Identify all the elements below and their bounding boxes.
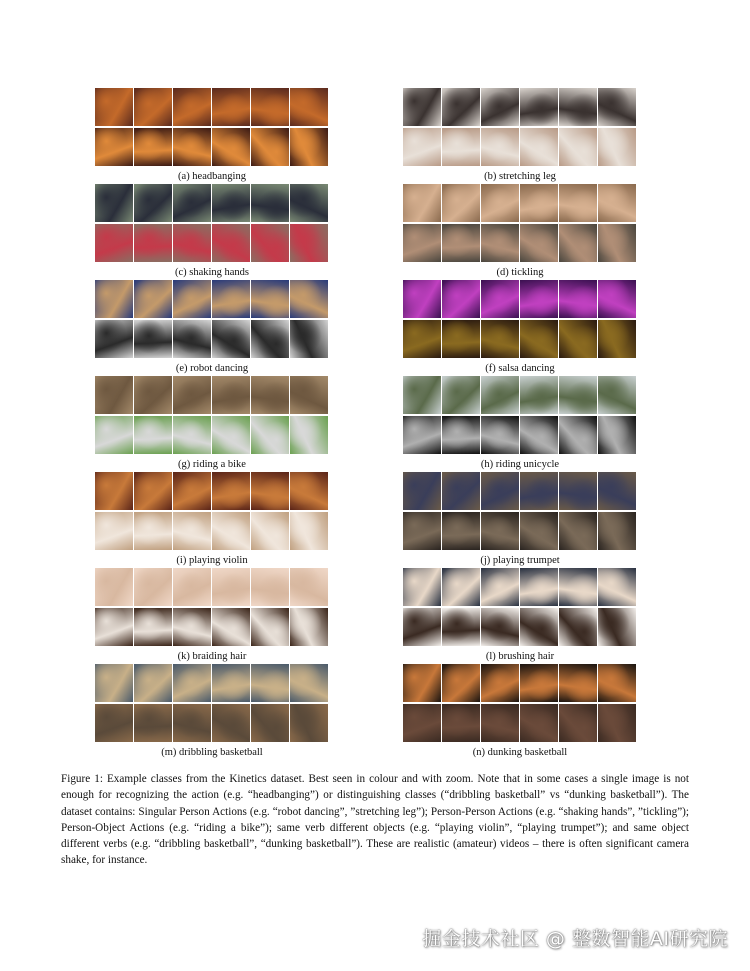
figure-panel [403, 280, 637, 374]
figure-panel [95, 280, 329, 374]
video-frame-thumbnail [173, 280, 211, 318]
video-frame-thumbnail [559, 416, 597, 454]
video-frame-thumbnail [134, 280, 172, 318]
video-frame-thumbnail [403, 512, 441, 550]
panel-caption: (k) braiding hair [177, 651, 247, 662]
video-frame-thumbnail [598, 184, 636, 222]
video-frame-thumbnail [442, 320, 480, 358]
video-frame-thumbnail [520, 416, 558, 454]
video-frame-thumbnail [598, 376, 636, 414]
video-frame-thumbnail [134, 224, 172, 262]
video-frame-thumbnail [481, 224, 519, 262]
video-frame-thumbnail [95, 608, 133, 646]
video-frame-thumbnail [251, 88, 289, 126]
video-frame-thumbnail [95, 512, 133, 550]
figure-panel [403, 664, 637, 758]
figure-panel [403, 88, 637, 182]
video-frame-thumbnail [212, 184, 250, 222]
video-frame-thumbnail [481, 88, 519, 126]
video-frame-thumbnail [251, 376, 289, 414]
video-frame-thumbnail [251, 320, 289, 358]
video-frame-thumbnail [598, 664, 636, 702]
figure-panel [403, 184, 637, 278]
video-frame-thumbnail [134, 568, 172, 606]
video-frame-thumbnail [520, 664, 558, 702]
video-frame-thumbnail [442, 376, 480, 414]
video-frame-thumbnail [520, 472, 558, 510]
video-frame-thumbnail [134, 704, 172, 742]
panel-caption: (g) riding a bike [178, 459, 246, 470]
video-frame-thumbnail [520, 184, 558, 222]
video-frame-thumbnail [173, 224, 211, 262]
video-frame-thumbnail [598, 608, 636, 646]
panel-caption: (l) brushing hair [485, 651, 555, 662]
video-frame-thumbnail [481, 568, 519, 606]
video-frame-thumbnail [251, 416, 289, 454]
video-frame-thumbnail [290, 664, 328, 702]
video-frame-thumbnail [598, 128, 636, 166]
video-frame-thumbnail [403, 88, 441, 126]
video-frame-thumbnail [290, 224, 328, 262]
panel-caption: (i) playing violin [176, 555, 248, 566]
video-frame-thumbnail [559, 224, 597, 262]
video-frame-thumbnail [251, 512, 289, 550]
frame-grid [95, 664, 328, 742]
video-frame-thumbnail [95, 376, 133, 414]
frame-grid [403, 184, 636, 262]
video-frame-thumbnail [173, 320, 211, 358]
video-frame-thumbnail [442, 280, 480, 318]
watermark: 掘金技术社区 @ 整数智能AI研究院 [422, 928, 728, 950]
video-frame-thumbnail [290, 376, 328, 414]
video-frame-thumbnail [95, 88, 133, 126]
video-frame-thumbnail [559, 184, 597, 222]
figure-panel [95, 568, 329, 662]
video-frame-thumbnail [173, 512, 211, 550]
video-frame-thumbnail [134, 664, 172, 702]
video-frame-thumbnail [212, 568, 250, 606]
video-frame-thumbnail [559, 280, 597, 318]
video-frame-thumbnail [251, 224, 289, 262]
frame-grid [403, 472, 636, 550]
video-frame-thumbnail [520, 88, 558, 126]
video-frame-thumbnail [290, 608, 328, 646]
video-frame-thumbnail [173, 608, 211, 646]
video-frame-thumbnail [134, 416, 172, 454]
video-frame-thumbnail [520, 568, 558, 606]
video-frame-thumbnail [212, 280, 250, 318]
video-frame-thumbnail [290, 88, 328, 126]
video-frame-thumbnail [559, 664, 597, 702]
video-frame-thumbnail [173, 416, 211, 454]
panel-caption: (m) dribbling basketball [161, 747, 263, 758]
video-frame-thumbnail [134, 184, 172, 222]
video-frame-thumbnail [95, 224, 133, 262]
video-frame-thumbnail [212, 704, 250, 742]
video-frame-thumbnail [173, 472, 211, 510]
video-frame-thumbnail [442, 664, 480, 702]
video-frame-thumbnail [95, 280, 133, 318]
video-frame-thumbnail [559, 376, 597, 414]
video-frame-thumbnail [212, 128, 250, 166]
frame-grid [95, 88, 328, 166]
video-frame-thumbnail [403, 568, 441, 606]
video-frame-thumbnail [442, 512, 480, 550]
video-frame-thumbnail [173, 376, 211, 414]
video-frame-thumbnail [598, 280, 636, 318]
video-frame-thumbnail [173, 128, 211, 166]
video-frame-thumbnail [251, 280, 289, 318]
video-frame-thumbnail [403, 376, 441, 414]
frame-grid [95, 280, 328, 358]
frame-grid [95, 376, 328, 454]
video-frame-thumbnail [251, 568, 289, 606]
video-frame-thumbnail [403, 416, 441, 454]
figure-panel [403, 376, 637, 470]
video-frame-thumbnail [290, 704, 328, 742]
video-frame-thumbnail [134, 88, 172, 126]
video-frame-thumbnail [442, 704, 480, 742]
video-frame-thumbnail [290, 472, 328, 510]
frame-grid [403, 280, 636, 358]
video-frame-thumbnail [442, 224, 480, 262]
video-frame-thumbnail [173, 184, 211, 222]
figure-panel [95, 376, 329, 470]
video-frame-thumbnail [134, 376, 172, 414]
video-frame-thumbnail [481, 280, 519, 318]
video-frame-thumbnail [134, 512, 172, 550]
panel-caption: (a) headbanging [178, 171, 246, 182]
video-frame-thumbnail [290, 184, 328, 222]
video-frame-thumbnail [95, 128, 133, 166]
video-frame-thumbnail [481, 320, 519, 358]
video-frame-thumbnail [95, 472, 133, 510]
video-frame-thumbnail [598, 320, 636, 358]
video-frame-thumbnail [212, 472, 250, 510]
video-frame-thumbnail [134, 128, 172, 166]
video-frame-thumbnail [520, 280, 558, 318]
video-frame-thumbnail [212, 416, 250, 454]
video-frame-thumbnail [442, 128, 480, 166]
frame-grid [403, 88, 636, 166]
frame-grid [95, 472, 328, 550]
figure-panel [403, 568, 637, 662]
video-frame-thumbnail [212, 320, 250, 358]
panel-caption: (j) playing trumpet [480, 555, 560, 566]
video-frame-thumbnail [598, 472, 636, 510]
panel-caption: (e) robot dancing [175, 363, 249, 374]
video-frame-thumbnail [95, 184, 133, 222]
video-frame-thumbnail [212, 608, 250, 646]
frame-grid [403, 568, 636, 646]
panel-caption: (h) riding unicycle [480, 459, 560, 470]
frame-grid [95, 568, 328, 646]
video-frame-thumbnail [251, 664, 289, 702]
video-frame-thumbnail [481, 184, 519, 222]
video-frame-thumbnail [520, 224, 558, 262]
video-frame-thumbnail [403, 224, 441, 262]
frame-grid [95, 184, 328, 262]
video-frame-thumbnail [95, 664, 133, 702]
video-frame-thumbnail [481, 128, 519, 166]
video-frame-thumbnail [442, 608, 480, 646]
video-frame-thumbnail [481, 472, 519, 510]
video-frame-thumbnail [520, 704, 558, 742]
video-frame-thumbnail [481, 704, 519, 742]
video-frame-thumbnail [559, 568, 597, 606]
video-frame-thumbnail [559, 128, 597, 166]
video-frame-thumbnail [442, 88, 480, 126]
video-frame-thumbnail [481, 376, 519, 414]
video-frame-thumbnail [403, 128, 441, 166]
video-frame-thumbnail [251, 704, 289, 742]
video-frame-thumbnail [134, 472, 172, 510]
video-frame-thumbnail [403, 704, 441, 742]
video-frame-thumbnail [520, 608, 558, 646]
video-frame-thumbnail [520, 128, 558, 166]
video-frame-thumbnail [134, 320, 172, 358]
video-frame-thumbnail [481, 664, 519, 702]
figure-panel [95, 664, 329, 758]
video-frame-thumbnail [173, 704, 211, 742]
panel-caption: (c) shaking hands [174, 267, 250, 278]
video-frame-thumbnail [559, 472, 597, 510]
video-frame-thumbnail [95, 416, 133, 454]
video-frame-thumbnail [598, 224, 636, 262]
video-frame-thumbnail [173, 664, 211, 702]
video-frame-thumbnail [598, 568, 636, 606]
video-frame-thumbnail [95, 568, 133, 606]
video-frame-thumbnail [251, 184, 289, 222]
figure-panel [95, 88, 329, 182]
video-frame-thumbnail [559, 320, 597, 358]
video-frame-thumbnail [520, 512, 558, 550]
video-frame-thumbnail [403, 608, 441, 646]
video-frame-thumbnail [442, 416, 480, 454]
video-frame-thumbnail [598, 88, 636, 126]
frame-grid [403, 664, 636, 742]
video-frame-thumbnail [290, 280, 328, 318]
video-frame-thumbnail [251, 128, 289, 166]
video-frame-thumbnail [403, 184, 441, 222]
video-frame-thumbnail [212, 376, 250, 414]
frame-grid [403, 376, 636, 454]
video-frame-thumbnail [290, 416, 328, 454]
video-frame-thumbnail [134, 608, 172, 646]
video-frame-thumbnail [481, 512, 519, 550]
video-frame-thumbnail [173, 88, 211, 126]
video-frame-thumbnail [212, 88, 250, 126]
video-frame-thumbnail [598, 512, 636, 550]
video-frame-thumbnail [598, 704, 636, 742]
video-frame-thumbnail [212, 512, 250, 550]
figure-panel [403, 472, 637, 566]
video-frame-thumbnail [481, 416, 519, 454]
video-frame-thumbnail [442, 472, 480, 510]
video-frame-thumbnail [520, 376, 558, 414]
video-frame-thumbnail [212, 224, 250, 262]
video-frame-thumbnail [403, 320, 441, 358]
video-frame-thumbnail [559, 88, 597, 126]
figure-panel [95, 184, 329, 278]
video-frame-thumbnail [442, 184, 480, 222]
panel-caption: (b) stretching leg [484, 171, 556, 182]
video-frame-thumbnail [212, 664, 250, 702]
video-frame-thumbnail [290, 128, 328, 166]
video-frame-thumbnail [559, 608, 597, 646]
video-frame-thumbnail [403, 280, 441, 318]
video-frame-thumbnail [520, 320, 558, 358]
video-frame-thumbnail [559, 512, 597, 550]
video-frame-thumbnail [481, 608, 519, 646]
video-frame-thumbnail [403, 472, 441, 510]
video-frame-thumbnail [95, 320, 133, 358]
video-frame-thumbnail [442, 568, 480, 606]
video-frame-thumbnail [95, 704, 133, 742]
panel-caption: (f) salsa dancing [485, 363, 555, 374]
video-frame-thumbnail [403, 664, 441, 702]
video-frame-thumbnail [251, 472, 289, 510]
video-frame-thumbnail [559, 704, 597, 742]
panel-caption: (d) tickling [496, 267, 544, 278]
video-frame-thumbnail [290, 512, 328, 550]
video-frame-thumbnail [290, 568, 328, 606]
video-frame-thumbnail [173, 568, 211, 606]
video-frame-thumbnail [251, 608, 289, 646]
figure-panel [95, 472, 329, 566]
panel-caption: (n) dunking basketball [472, 747, 568, 758]
video-frame-thumbnail [598, 416, 636, 454]
figure-caption: Figure 1: Example classes from the Kinetics dataset. Best seen in colour and with zoom. Note that in some cases a single image is not enough for recognizing the action (e.g. “headbanging”) or distinguishing classes (“dribbling basketball” vs “dunking basketball”). The dataset contains: Singular Person Actions (e.g. “robot dancing”, ”stretching leg”); Person-Person Actions (e.g. “shaking hands”, ”tickling”); Person-Object Actions (e.g. “riding a bike”); same verb different objects (e.g. “playing violin”, “playing trumpet”); and same object different verbs (e.g. “dribbling basketball”, “dunking basketball”). These are realistic (amateur) videos – there is often significant camera shake, for instance. [61, 773, 689, 867]
video-frame-thumbnail [290, 320, 328, 358]
